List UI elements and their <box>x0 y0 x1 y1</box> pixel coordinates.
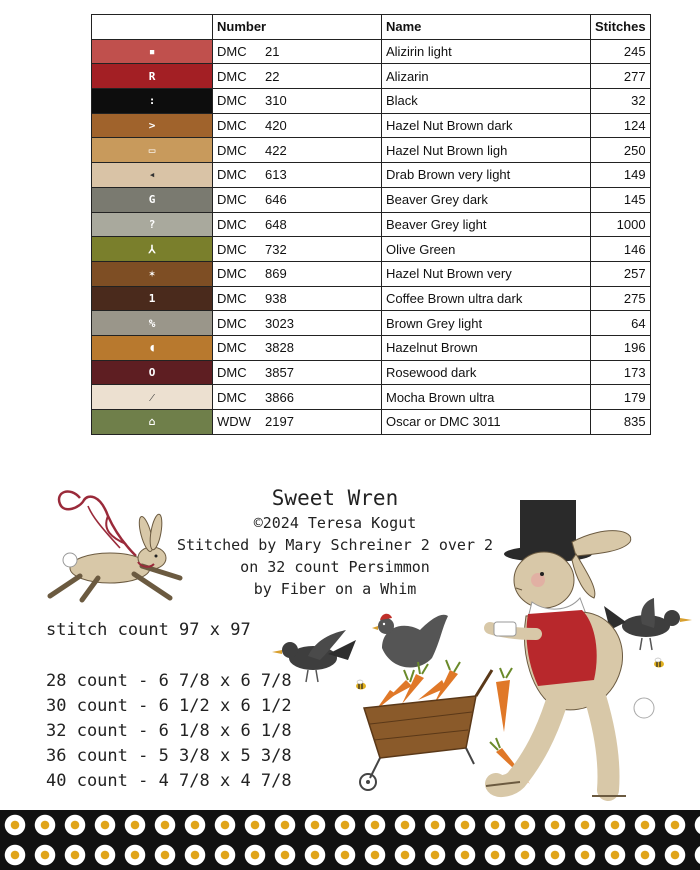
thread-code: 869 <box>265 266 287 282</box>
thread-number <box>213 286 382 311</box>
color-swatch <box>92 89 213 114</box>
size-row: 32 count - 6 1/8 x 6 1/8 <box>46 721 292 741</box>
thread-name: Hazelnut Brown <box>382 335 591 360</box>
header-stitches: Stitches <box>591 15 651 40</box>
thread-name: Brown Grey light <box>382 311 591 336</box>
thread-code: 732 <box>265 241 287 257</box>
thread-number <box>213 335 382 360</box>
table-row <box>92 39 651 64</box>
thread-number <box>213 138 382 163</box>
header-swatch <box>92 15 213 40</box>
thread-brand: DMC <box>217 142 247 158</box>
table-row <box>92 311 651 336</box>
thread-code: 2197 <box>265 414 294 430</box>
thread-number <box>213 385 382 410</box>
swatch-symbol: ⌂ <box>92 410 212 434</box>
color-swatch <box>92 335 213 360</box>
swatch-symbol: % <box>92 311 212 335</box>
thread-name: Alizirin light <box>382 39 591 64</box>
size-row: 28 count - 6 7/8 x 6 7/8 <box>46 671 292 691</box>
thread-number <box>213 212 382 237</box>
size-row: 36 count - 5 3/8 x 5 3/8 <box>46 746 292 766</box>
thread-name: Olive Green <box>382 237 591 262</box>
leaping-bunny-illustration <box>30 486 190 606</box>
thread-number <box>213 187 382 212</box>
thread-brand: DMC <box>217 266 247 282</box>
thread-number <box>213 64 382 89</box>
color-swatch <box>92 311 213 336</box>
daisy-border <box>0 810 700 870</box>
color-swatch <box>92 39 213 64</box>
thread-key-body <box>92 39 651 434</box>
swatch-symbol: ✶ <box>92 262 212 286</box>
header-name-label: Name <box>386 19 422 35</box>
thread-number <box>213 89 382 114</box>
size-row: 30 count - 6 1/2 x 6 1/2 <box>46 696 292 716</box>
swatch-symbol: > <box>92 114 212 138</box>
color-swatch <box>92 385 213 410</box>
thread-name: Beaver Grey dark <box>382 187 591 212</box>
color-swatch <box>92 261 213 286</box>
table-row <box>92 385 651 410</box>
design-fabric: on 32 count Persimmon <box>240 558 430 576</box>
table-row <box>92 187 651 212</box>
thread-stitches: 277 <box>591 64 651 89</box>
swatch-symbol: O <box>92 361 212 385</box>
thread-code: 3857 <box>265 364 294 380</box>
table-row <box>92 138 651 163</box>
design-stitched-by: Stitched by Mary Schreiner 2 over 2 <box>176 536 494 554</box>
thread-number <box>213 360 382 385</box>
swatch-symbol: 1 <box>92 287 212 311</box>
thread-number <box>213 311 382 336</box>
thread-name: Oscar or DMC 3011 <box>382 410 591 435</box>
thread-brand: DMC <box>217 216 247 232</box>
stitch-count: stitch count 97 x 97 <box>46 620 251 640</box>
thread-brand: WDW <box>217 414 251 430</box>
thread-key-table <box>91 14 651 435</box>
thread-number <box>213 261 382 286</box>
thread-code: 646 <box>265 192 287 208</box>
thread-code: 3828 <box>265 340 294 356</box>
thread-stitches: 1000 <box>591 212 651 237</box>
swatch-symbol: ? <box>92 213 212 237</box>
table-row <box>92 113 651 138</box>
thread-code: 613 <box>265 167 287 183</box>
thread-brand: DMC <box>217 241 247 257</box>
thread-brand: DMC <box>217 290 247 306</box>
thread-number <box>213 39 382 64</box>
table-row <box>92 261 651 286</box>
bee-icon <box>354 680 368 690</box>
swatch-symbol: ◖ <box>92 336 212 360</box>
thread-stitches: 149 <box>591 163 651 188</box>
design-copyright: ©2024 Teresa Kogut <box>253 514 417 532</box>
thread-code: 310 <box>265 93 287 109</box>
thread-brand: DMC <box>217 167 247 183</box>
thread-stitches: 196 <box>591 335 651 360</box>
header-name <box>382 15 591 40</box>
thread-name: Alizarin <box>382 64 591 89</box>
swatch-symbol: ⁄ <box>92 385 212 409</box>
swatch-symbol: : <box>92 89 212 113</box>
thread-brand: DMC <box>217 118 247 134</box>
thread-stitches: 145 <box>591 187 651 212</box>
table-row <box>92 89 651 114</box>
design-info <box>170 484 500 600</box>
thread-brand: DMC <box>217 93 247 109</box>
color-swatch <box>92 187 213 212</box>
rabbit-gardener-illustration <box>476 494 666 806</box>
design-title: Sweet Wren <box>271 486 399 510</box>
thread-stitches: 32 <box>591 89 651 114</box>
thread-stitches: 64 <box>591 311 651 336</box>
thread-brand: DMC <box>217 68 247 84</box>
thread-number <box>213 113 382 138</box>
table-row <box>92 237 651 262</box>
size-row: 40 count - 4 7/8 x 4 7/8 <box>46 771 292 791</box>
color-swatch <box>92 163 213 188</box>
swatch-symbol: ▪ <box>92 40 212 64</box>
thread-stitches: 173 <box>591 360 651 385</box>
color-swatch <box>92 212 213 237</box>
thread-name: Hazel Nut Brown very <box>382 261 591 286</box>
color-swatch <box>92 113 213 138</box>
thread-name: Coffee Brown ultra dark <box>382 286 591 311</box>
thread-name: Drab Brown very light <box>382 163 591 188</box>
thread-stitches: 257 <box>591 261 651 286</box>
thread-number <box>213 163 382 188</box>
thread-code: 3023 <box>265 315 294 331</box>
color-swatch <box>92 410 213 435</box>
thread-stitches: 835 <box>591 410 651 435</box>
table-row <box>92 163 651 188</box>
thread-name: Hazel Nut Brown ligh <box>382 138 591 163</box>
thread-code: 21 <box>265 44 280 60</box>
size-chart <box>46 618 292 794</box>
table-row <box>92 360 651 385</box>
color-swatch <box>92 138 213 163</box>
thread-code: 648 <box>265 216 287 232</box>
thread-stitches: 250 <box>591 138 651 163</box>
thread-stitches: 179 <box>591 385 651 410</box>
thread-brand: DMC <box>217 44 247 60</box>
table-header-row <box>92 15 651 40</box>
swatch-symbol: ◂ <box>92 163 212 187</box>
thread-code: 422 <box>265 142 287 158</box>
table-row <box>92 64 651 89</box>
thread-code: 938 <box>265 290 287 306</box>
thread-stitches: 124 <box>591 113 651 138</box>
design-fabric-source: by Fiber on a Whim <box>253 580 417 598</box>
thread-name: Black <box>382 89 591 114</box>
table-row <box>92 410 651 435</box>
thread-name: Hazel Nut Brown dark <box>382 113 591 138</box>
table-row <box>92 286 651 311</box>
swatch-symbol: G <box>92 188 212 212</box>
thread-brand: DMC <box>217 192 247 208</box>
crow-illustration-left <box>268 626 358 686</box>
color-swatch <box>92 237 213 262</box>
color-swatch <box>92 360 213 385</box>
thread-number <box>213 237 382 262</box>
thread-name: Rosewood dark <box>382 360 591 385</box>
thread-stitches: 275 <box>591 286 651 311</box>
thread-brand: DMC <box>217 389 247 405</box>
thread-brand: DMC <box>217 340 247 356</box>
swatch-symbol: ▭ <box>92 138 212 162</box>
thread-code: 420 <box>265 118 287 134</box>
swatch-symbol: R <box>92 64 212 88</box>
table-row <box>92 335 651 360</box>
thread-name: Beaver Grey light <box>382 212 591 237</box>
header-number: Number <box>213 15 382 40</box>
color-swatch <box>92 64 213 89</box>
thread-code: 22 <box>265 68 280 84</box>
thread-stitches: 146 <box>591 237 651 262</box>
thread-name: Mocha Brown ultra <box>382 385 591 410</box>
thread-brand: DMC <box>217 364 247 380</box>
thread-number <box>213 410 382 435</box>
thread-stitches: 245 <box>591 39 651 64</box>
swatch-symbol: ⅄ <box>92 237 212 261</box>
table-row <box>92 212 651 237</box>
color-swatch <box>92 286 213 311</box>
thread-brand: DMC <box>217 315 247 331</box>
thread-code: 3866 <box>265 389 294 405</box>
